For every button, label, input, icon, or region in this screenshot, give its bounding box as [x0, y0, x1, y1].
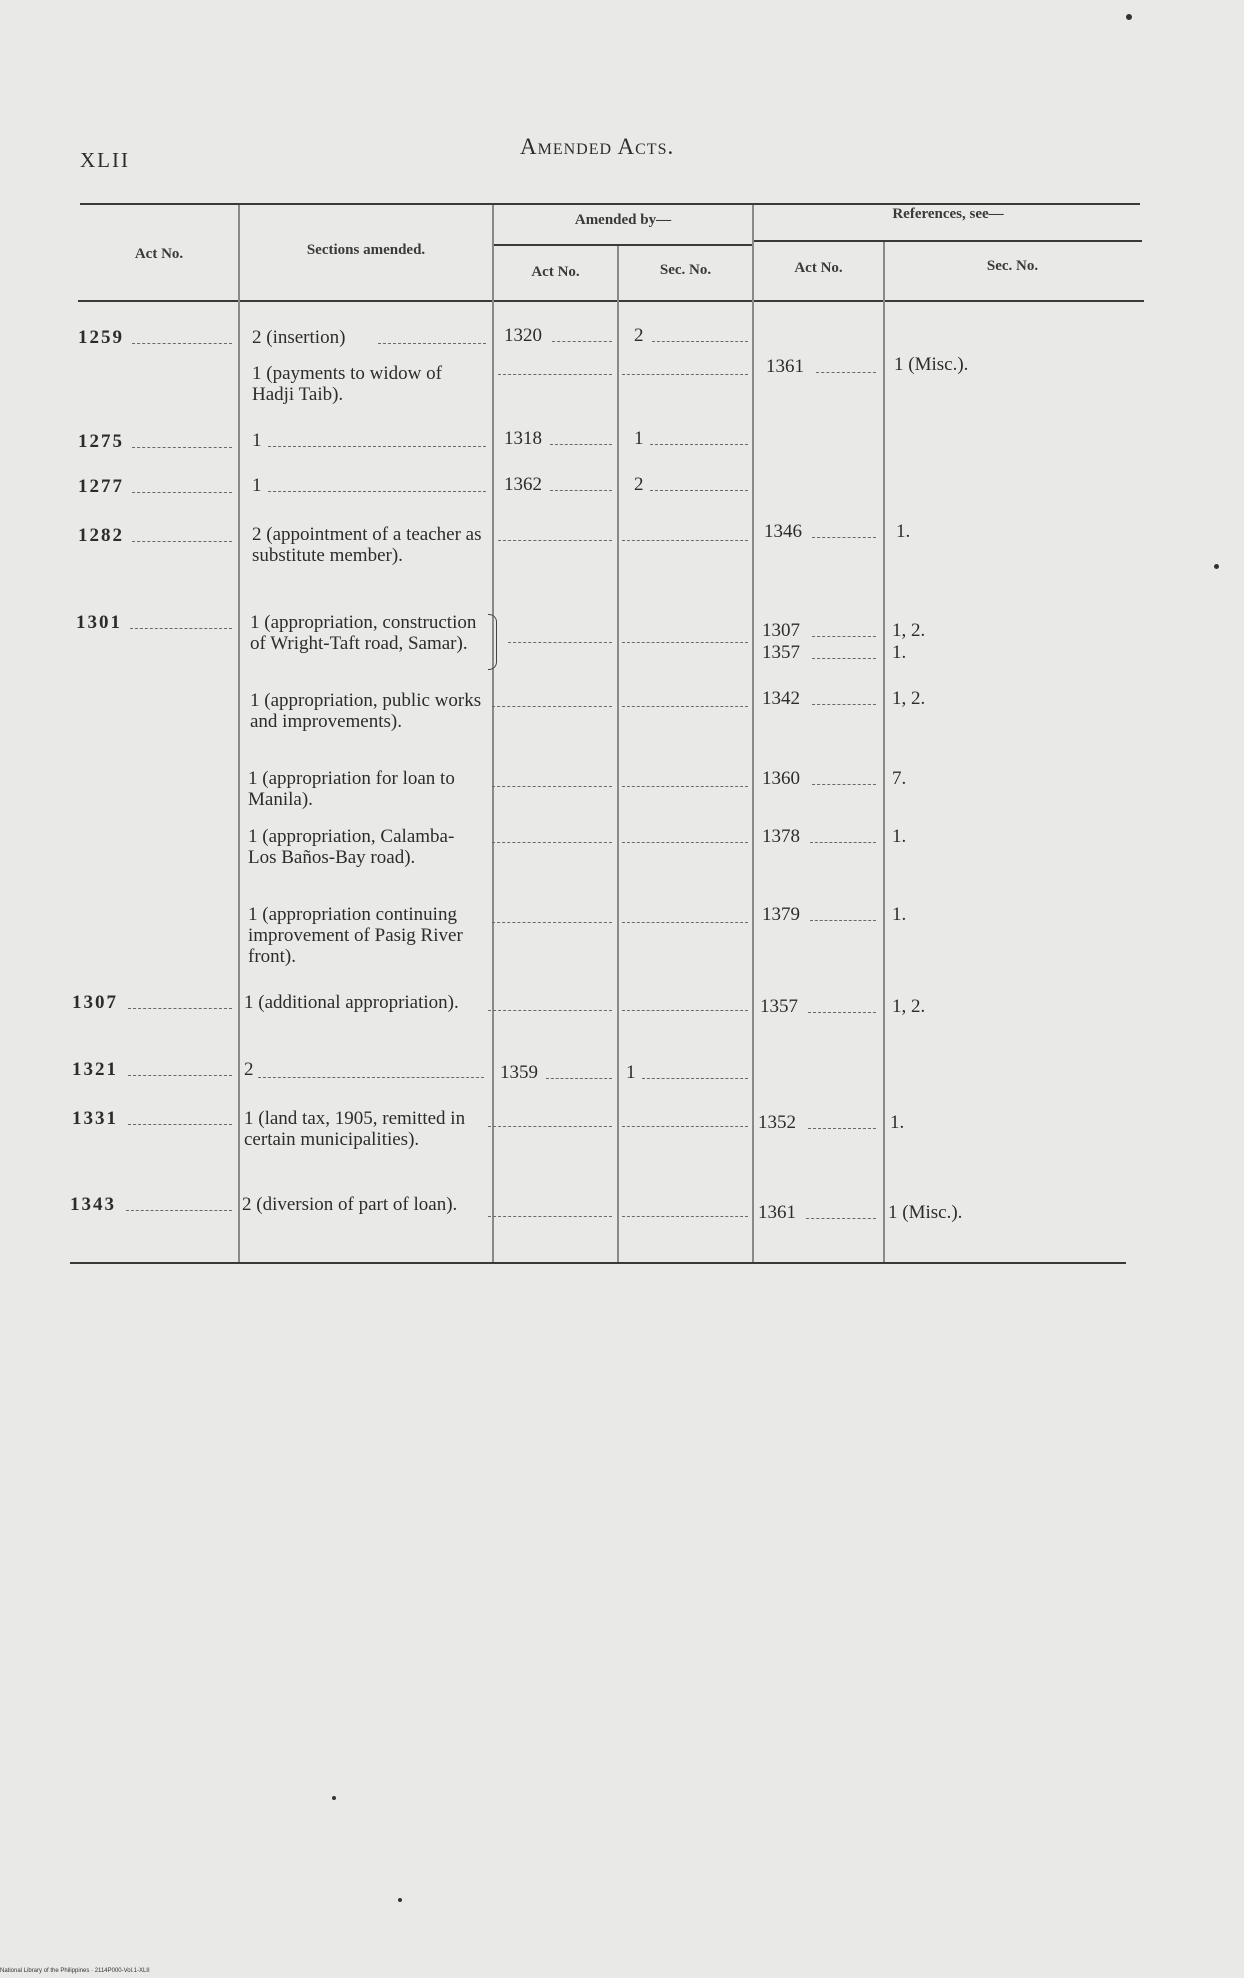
- row-1275-section: 1: [252, 430, 262, 451]
- header-references: References, see—: [892, 206, 1004, 222]
- row-1301b-ref-sec: 1, 2.: [892, 688, 926, 709]
- row-1275-amended-sec: 1: [634, 428, 644, 449]
- header-ref-act-no: Act No.: [794, 260, 843, 276]
- row-1275-act-no: 1275: [78, 431, 124, 452]
- leader: [132, 447, 232, 448]
- row-1301c-ref-sec: 7.: [892, 768, 907, 789]
- leader: [258, 1077, 484, 1078]
- row-1277-section: 1: [252, 475, 262, 496]
- row-1301-ref-sec-1: 1, 2.: [892, 620, 926, 641]
- leader: [128, 1124, 232, 1125]
- leader: [550, 444, 612, 445]
- row-1343-act-no: 1343: [70, 1194, 116, 1215]
- leader: [812, 704, 876, 705]
- row-1282-ref-act: 1346: [764, 521, 802, 542]
- header-amended-act-no: Act No.: [531, 264, 580, 280]
- row-1301-ref-act-1: 1307: [762, 620, 800, 641]
- leader: [378, 343, 486, 344]
- leader: [132, 343, 232, 344]
- leader: [622, 842, 748, 843]
- page-title: Amended Acts.: [520, 134, 675, 159]
- row-1301e-section: 1 (appropriation continuing improvement of Pasig River front).: [248, 904, 463, 967]
- leader: [492, 842, 612, 843]
- row-1301c-ref-act: 1360: [762, 768, 800, 789]
- leader: [622, 786, 748, 787]
- leader: [268, 446, 486, 447]
- page-number: XLII: [80, 148, 130, 172]
- row-1343-section: 2 (diversion of part of loan).: [242, 1194, 458, 1215]
- leader: [816, 372, 876, 373]
- row-1282-act-no: 1282: [78, 525, 124, 546]
- leader: [132, 541, 232, 542]
- leader: [650, 490, 748, 491]
- row-1259-amended-sec: 2: [634, 325, 644, 346]
- row-1321-amended-act: 1359: [500, 1062, 538, 1083]
- leader: [498, 374, 612, 375]
- row-1331-section: 1 (land tax, 1905, remitted in certain municipalities).: [244, 1108, 466, 1150]
- leader: [812, 784, 876, 785]
- row-1307-section: 1 (additional appropriation).: [244, 992, 459, 1013]
- scan-speck: [332, 1796, 336, 1800]
- leader: [622, 642, 748, 643]
- row-1307-ref-sec: 1, 2.: [892, 996, 926, 1017]
- leader: [808, 1128, 876, 1129]
- row-1301d-ref-sec: 1.: [892, 826, 907, 847]
- row-1282-ref-sec: 1.: [896, 521, 911, 542]
- leader: [488, 1010, 612, 1011]
- row-1301-ref-sec-2: 1.: [892, 642, 907, 663]
- scan-speck: [1126, 14, 1132, 20]
- col-divider-1: [238, 205, 240, 1262]
- row-1259b-ref-sec: 1 (Misc.).: [894, 354, 969, 375]
- header-amended-sec-no: Sec. No.: [659, 262, 712, 278]
- row-1277-act-no: 1277: [78, 476, 124, 497]
- row-1259b-section: 1 (payments to widow of Hadji Taib).: [252, 363, 442, 405]
- leader: [492, 786, 612, 787]
- leader: [546, 1078, 612, 1079]
- references-rule: [752, 240, 1142, 242]
- leader: [498, 540, 612, 541]
- header-amended-by: Amended by—: [574, 212, 672, 228]
- leader: [812, 636, 876, 637]
- col-divider-4: [752, 205, 754, 1262]
- leader: [808, 1012, 876, 1013]
- row-1343-ref-sec: 1 (Misc.).: [888, 1202, 963, 1223]
- row-1259b-ref-act: 1361: [766, 356, 804, 377]
- bracket: [488, 614, 497, 670]
- leader: [642, 1078, 748, 1079]
- header-act-no: Act No.: [134, 246, 184, 262]
- leader: [126, 1210, 232, 1211]
- row-1301-section: 1 (appropriation, construction of Wright-Taft road, Samar).: [250, 612, 477, 654]
- amended-by-rule: [492, 244, 752, 246]
- row-1321-section: 2: [244, 1059, 254, 1080]
- scan-speck: [398, 1898, 402, 1902]
- row-1331-ref-sec: 1.: [890, 1112, 905, 1133]
- leader: [268, 491, 486, 492]
- row-1331-act-no: 1331: [72, 1108, 118, 1129]
- row-1331-ref-act: 1352: [758, 1112, 796, 1133]
- row-1282-section: 2 (appointment of a teacher as substitute member).: [252, 524, 482, 566]
- row-1301b-section: 1 (appropriation, public works and improvements).: [250, 690, 482, 732]
- scan-speck: [1214, 564, 1219, 569]
- row-1275-amended-act: 1318: [504, 428, 542, 449]
- leader: [806, 1218, 876, 1219]
- leader: [552, 341, 612, 342]
- row-1321-amended-sec: 1: [626, 1062, 636, 1083]
- leader: [650, 444, 748, 445]
- row-1301-ref-act-2: 1357: [762, 642, 800, 663]
- leader: [488, 1216, 612, 1217]
- leader: [810, 842, 876, 843]
- leader: [132, 492, 232, 493]
- leader: [622, 540, 748, 541]
- leader: [622, 1126, 748, 1127]
- row-1301e-ref-sec: 1.: [892, 904, 907, 925]
- col-divider-2: [492, 205, 494, 1262]
- leader: [128, 1075, 232, 1076]
- row-1301e-ref-act: 1379: [762, 904, 800, 925]
- leader: [622, 706, 748, 707]
- row-1307-ref-act: 1357: [760, 996, 798, 1017]
- row-1301c-section: 1 (appropriation for loan to Manila).: [248, 768, 455, 810]
- row-1277-amended-act: 1362: [504, 474, 542, 495]
- row-1259-amended-act: 1320: [504, 325, 542, 346]
- header-ref-sec-no: Sec. No.: [986, 258, 1039, 274]
- header-sections-amended: Sections amended.: [306, 242, 426, 258]
- leader: [622, 922, 748, 923]
- row-1277-amended-sec: 2: [634, 474, 644, 495]
- leader: [812, 537, 876, 538]
- row-1301d-ref-act: 1378: [762, 826, 800, 847]
- leader: [622, 1010, 748, 1011]
- scan-footer-stamp: National Library of the Philippines · 2114P000-Vol.1-XLII: [0, 1968, 150, 1974]
- leader: [488, 1126, 612, 1127]
- col-divider-3: [617, 246, 619, 1262]
- leader: [508, 642, 612, 643]
- row-1321-act-no: 1321: [72, 1059, 118, 1080]
- row-1259-act-no: 1259: [78, 327, 124, 348]
- col-divider-5: [883, 242, 885, 1262]
- leader: [810, 920, 876, 921]
- leader: [652, 341, 748, 342]
- leader: [130, 628, 232, 629]
- row-1307-act-no: 1307: [72, 992, 118, 1013]
- row-1301b-ref-act: 1342: [762, 688, 800, 709]
- table-bottom-rule: [70, 1262, 1126, 1264]
- row-1301d-section: 1 (appropriation, Calamba-Los Baños-Bay road).: [248, 826, 455, 868]
- leader: [492, 706, 612, 707]
- row-1343-ref-act: 1361: [758, 1202, 796, 1223]
- row-1301-act-no: 1301: [76, 612, 122, 633]
- leader: [550, 490, 612, 491]
- leader: [622, 374, 748, 375]
- leader: [128, 1008, 232, 1009]
- leader: [492, 922, 612, 923]
- leader: [812, 658, 876, 659]
- leader: [622, 1216, 748, 1217]
- row-1259-section: 2 (insertion): [252, 327, 346, 348]
